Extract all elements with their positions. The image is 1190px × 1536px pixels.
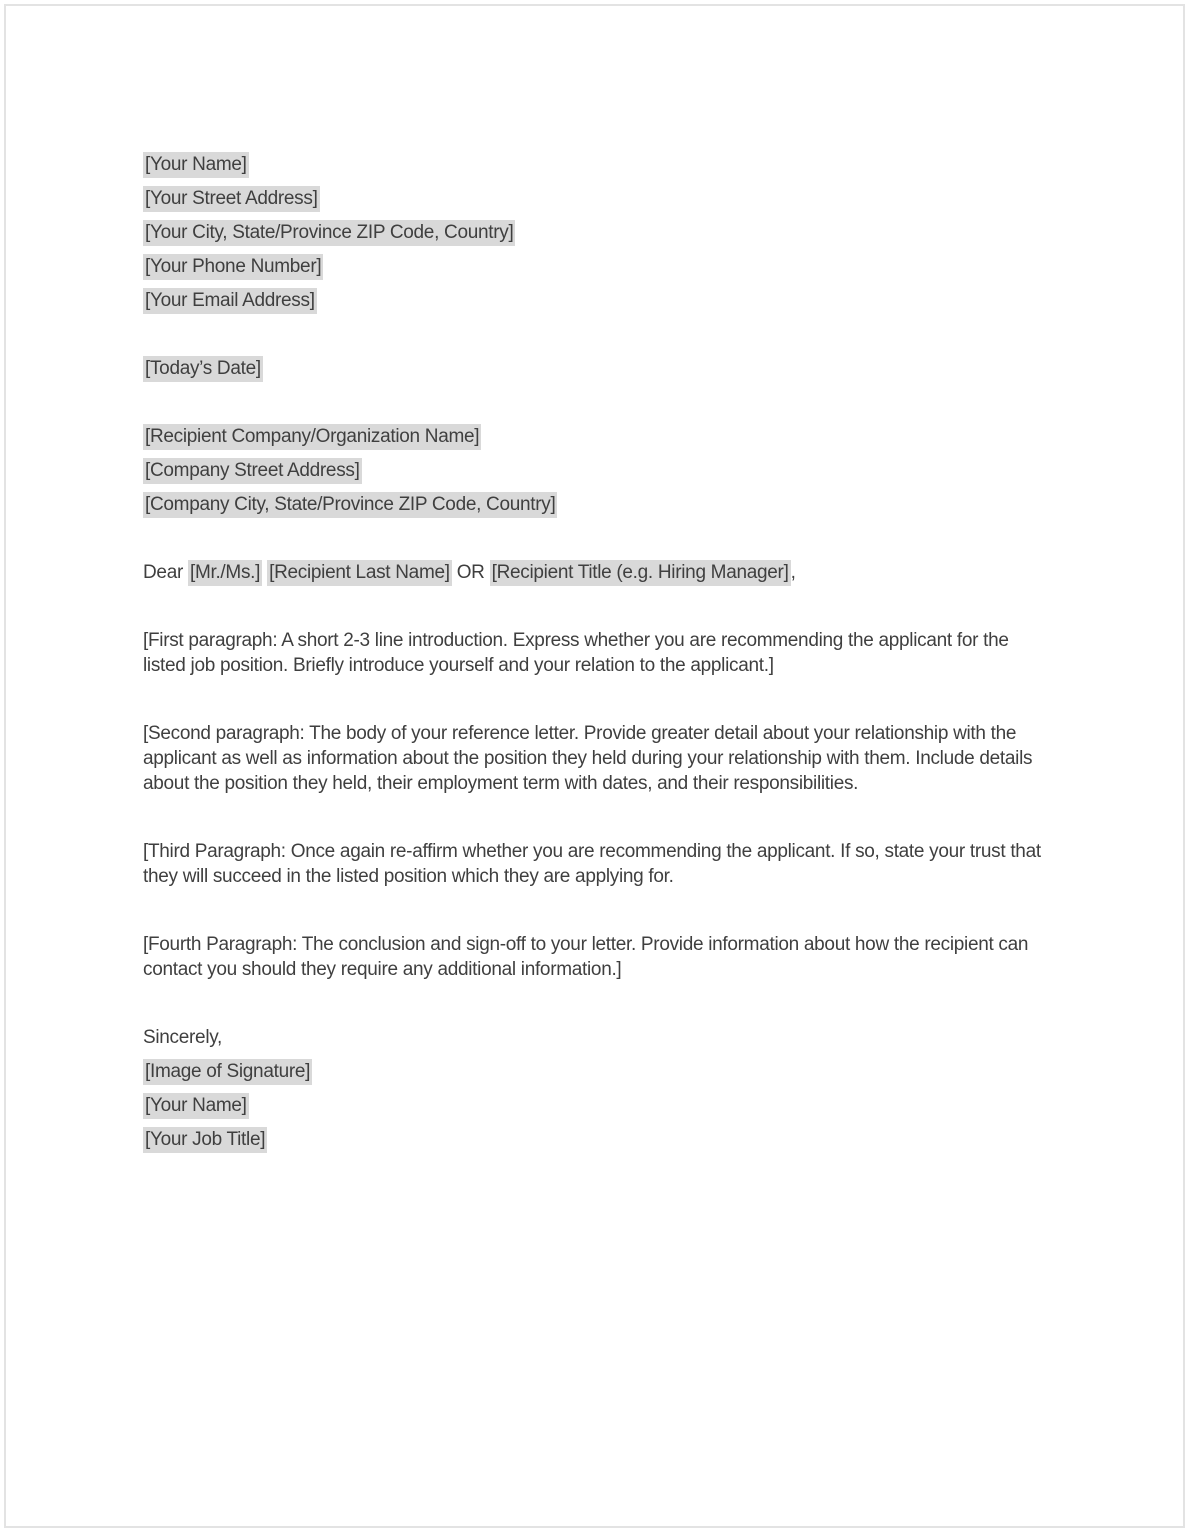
signature-block bbox=[143, 1025, 1049, 1152]
recipient-lastname-placeholder[interactable]: [Recipient Last Name] bbox=[267, 560, 452, 586]
sender-street-line bbox=[143, 186, 1049, 211]
recipient-company-line bbox=[143, 424, 1049, 449]
sender-phone-placeholder[interactable]: [Your Phone Number] bbox=[143, 254, 323, 280]
signature-jobtitle-line bbox=[143, 1127, 1049, 1152]
salutation-prefix: Dear bbox=[143, 562, 183, 583]
salutation-or: OR bbox=[456, 562, 485, 583]
date-block bbox=[143, 356, 1049, 381]
closing-line: Sincerely, bbox=[143, 1027, 223, 1048]
sender-street-placeholder[interactable]: [Your Street Address] bbox=[143, 186, 320, 212]
signature-image-placeholder[interactable]: [Image of Signature] bbox=[143, 1059, 312, 1085]
signature-jobtitle-placeholder[interactable]: [Your Job Title] bbox=[143, 1127, 267, 1153]
body-paragraph-3: [Third Paragraph: Once again re-affirm whether you are recommending the applicant. If so, state your trust that they will succeed in the listed position which they are applying for. bbox=[143, 841, 1041, 887]
signature-image-line bbox=[143, 1059, 1049, 1084]
salutation-line bbox=[143, 560, 1049, 585]
date-placeholder[interactable]: [Today’s Date] bbox=[143, 356, 263, 382]
document-page bbox=[4, 4, 1185, 1528]
sender-email-line bbox=[143, 288, 1049, 313]
body-paragraph-4: [Fourth Paragraph: The conclusion and sign-off to your letter. Provide information about how the recipient can contact you should they require any additional information.] bbox=[143, 934, 1029, 980]
honorific-placeholder[interactable]: [Mr./Ms.] bbox=[188, 560, 262, 586]
recipient-company-placeholder[interactable]: [Recipient Company/Organization Name] bbox=[143, 424, 481, 450]
signature-name-line bbox=[143, 1093, 1049, 1118]
sender-email-placeholder[interactable]: [Your Email Address] bbox=[143, 288, 317, 314]
sender-city-line bbox=[143, 220, 1049, 245]
body-paragraph-2: [Second paragraph: The body of your reference letter. Provide greater detail about your relationship with the applicant as well as information about the position they held during your relationship with them. Include details about the position they held, their employment term with dates, and their responsibilities. bbox=[143, 723, 1033, 794]
recipient-street-line bbox=[143, 458, 1049, 483]
sender-city-placeholder[interactable]: [Your City, State/Province ZIP Code, Country] bbox=[143, 220, 515, 246]
sender-block bbox=[143, 152, 1049, 313]
recipient-city-placeholder[interactable]: [Company City, State/Province ZIP Code, Country] bbox=[143, 492, 557, 518]
sender-name-line bbox=[143, 152, 1049, 177]
recipient-title-placeholder[interactable]: [Recipient Title (e.g. Hiring Manager] bbox=[490, 560, 791, 586]
signature-name-placeholder[interactable]: [Your Name] bbox=[143, 1093, 249, 1119]
recipient-city-line bbox=[143, 492, 1049, 517]
body-paragraph-1: [First paragraph: A short 2-3 line introduction. Express whether you are recommending the applicant for the listed job position. Briefly introduce yourself and your relation to the applicant.] bbox=[143, 630, 1009, 676]
recipient-block bbox=[143, 424, 1049, 517]
sender-name-placeholder[interactable]: [Your Name] bbox=[143, 152, 249, 178]
date-line bbox=[143, 356, 1049, 381]
recipient-street-placeholder[interactable]: [Company Street Address] bbox=[143, 458, 362, 484]
salutation-comma: , bbox=[790, 562, 796, 583]
sender-phone-line bbox=[143, 254, 1049, 279]
